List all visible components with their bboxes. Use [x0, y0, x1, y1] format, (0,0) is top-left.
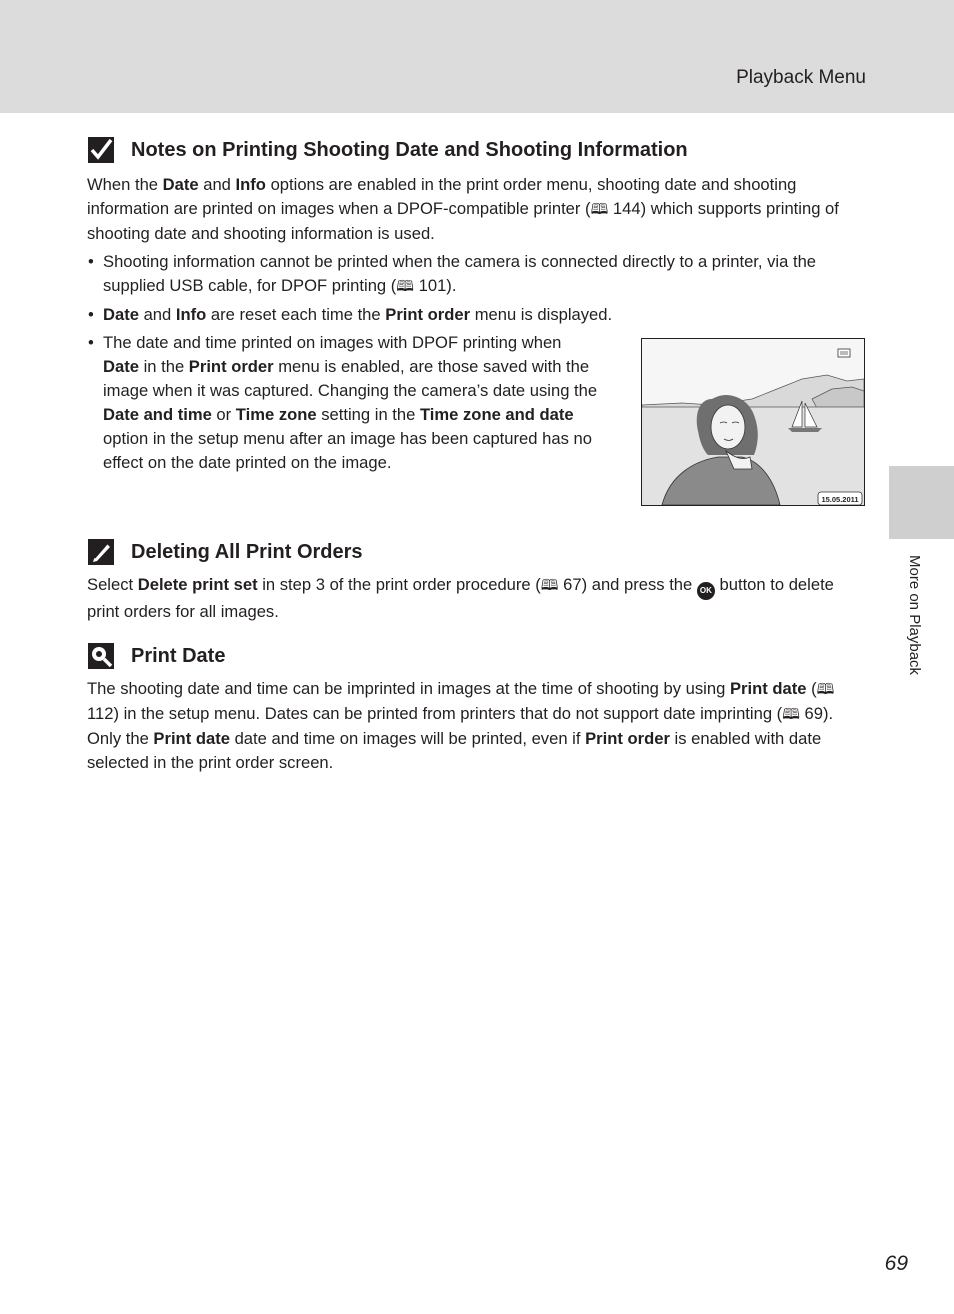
- page-number: 69: [884, 1252, 908, 1275]
- print-date-section: [87, 641, 865, 775]
- notes-intro: When the Date and Info options are enabled in the print order menu, shooting date and shooting information are printed on images when a DPOF-compatible printer (🕮 144) which supports printing of shooting date and shooting information is used.: [87, 175, 839, 243]
- ok-button-icon: OK: [697, 582, 715, 600]
- pencil-icon: [87, 538, 115, 566]
- book-ref-icon: 🕮: [816, 681, 835, 698]
- print-date-body: The shooting date and time can be imprinted in images at the time of shooting by using Print date (🕮 112) in the setup menu. Dates can be printed from printers that do not support date imprinting (🕮 69). Only the Print date date and time on images will be printed, even if Print order is enabled with date selected in the print order screen.: [87, 679, 835, 772]
- book-ref-icon: 🕮: [590, 201, 609, 218]
- delete-heading: [87, 537, 865, 567]
- example-print-image: [641, 338, 865, 506]
- book-ref-icon: 🕮: [782, 706, 800, 723]
- page-ref: 144: [612, 199, 641, 218]
- notes-heading: [87, 135, 865, 165]
- memory-card-icon: [838, 349, 850, 357]
- chapter-tab-label: More on Playback: [906, 555, 923, 676]
- list-item: • The date and time printed on images with DPOF printing when Date in the Print order menu is enabled, are those saved with the image when it was captured. Changing the camera’s date using the Date and time or Time zone setting in the Time zone and date option in the setup menu after an image has been captured has no effect on the date printed on the image.: [87, 331, 599, 475]
- section-title: Playback Menu: [736, 67, 866, 88]
- header-bar: [0, 0, 954, 113]
- print-date-title: Print Date: [131, 645, 226, 667]
- notes-title: Notes on Printing Shooting Date and Shooting Information: [131, 139, 688, 161]
- chapter-tab: [889, 466, 954, 539]
- page-ref: 67: [563, 575, 582, 594]
- delete-section: [87, 537, 865, 624]
- date-stamp: 15.05.2011: [821, 495, 859, 504]
- delete-body: Select Delete print set in step 3 of the print order procedure (🕮 67) and press the OK button to delete print orders for all images.: [87, 575, 834, 621]
- page-ref: 101: [418, 276, 447, 295]
- book-ref-icon: 🕮: [540, 577, 559, 594]
- delete-title: Deleting All Print Orders: [131, 541, 363, 563]
- print-date-heading: [87, 641, 865, 671]
- page-ref: 112: [87, 704, 114, 723]
- book-ref-icon: 🕮: [396, 278, 414, 295]
- list-item: • Date and Info are reset each time the Print order menu is displayed.: [87, 303, 865, 327]
- magnifier-info-icon: [87, 642, 115, 670]
- check-mark-icon: [87, 136, 115, 164]
- list-item: • Shooting information cannot be printed when the camera is connected directly to a printer, via the supplied USB cable, for DPOF printing (🕮 101).: [87, 250, 865, 299]
- page-ref: 69: [804, 704, 823, 723]
